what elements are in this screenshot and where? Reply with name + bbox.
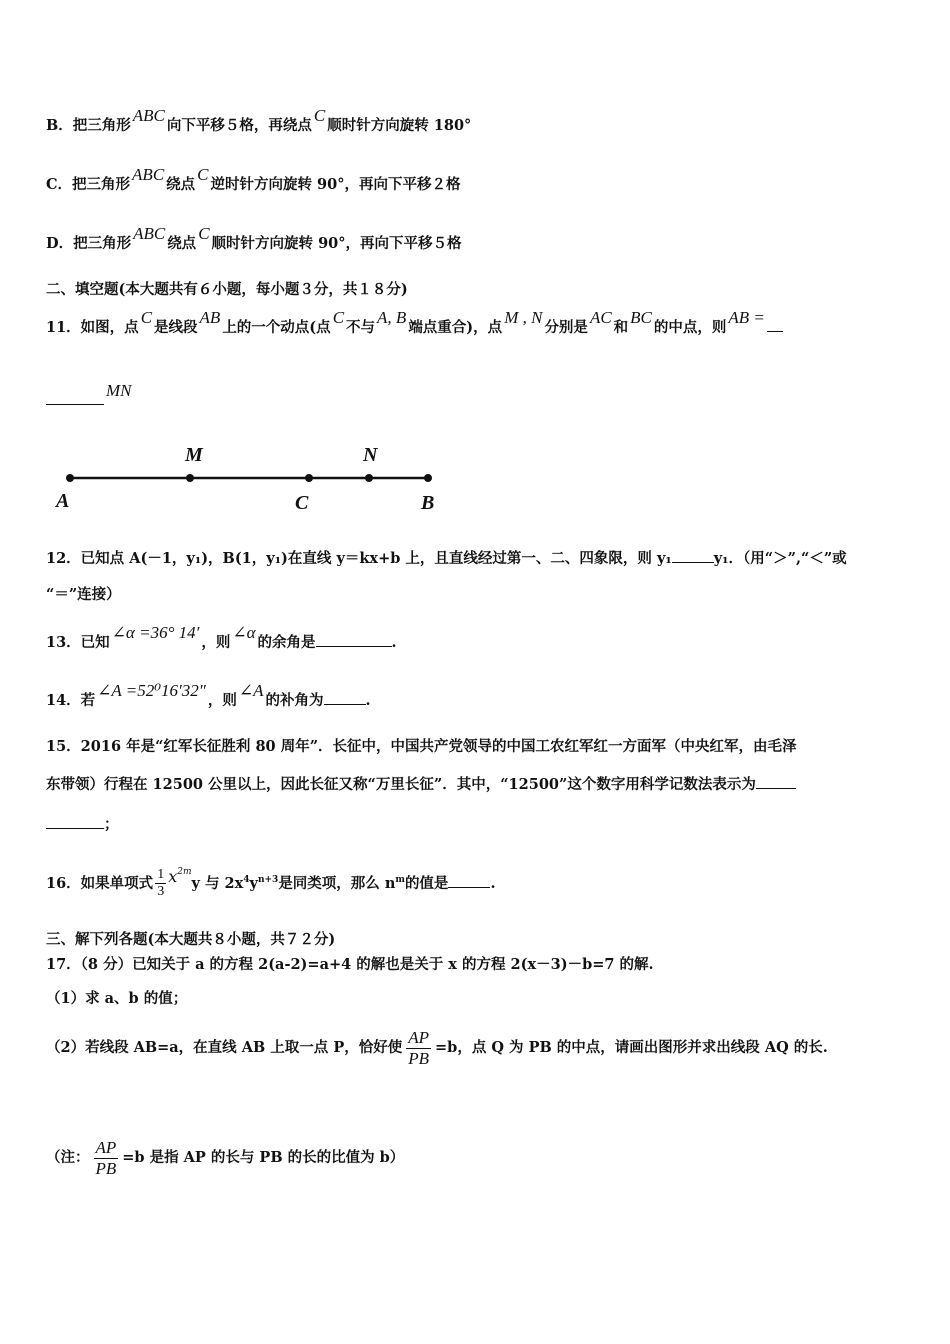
math-c: C (197, 165, 209, 184)
math-abc: ABC (133, 224, 166, 243)
section-3-heading: 三、解下列各题(本大题共８小题，共７２分) (46, 931, 336, 948)
math-abc: ABC (132, 165, 165, 184)
math-x: x (168, 866, 178, 886)
answer-blank (672, 548, 714, 563)
q15-text: 东带领）行程在 12500 公里以上，因此长征又称“万里长征”．其中，“12500”这个数字用科学记数法表示为 (46, 776, 756, 793)
label-c: C (295, 492, 309, 514)
math-mn: MN (106, 381, 132, 400)
q13-text: 13．已知 (46, 634, 110, 651)
q16-text: 的值是 (404, 874, 449, 892)
label-a: A (56, 490, 70, 512)
q11-text: 11．如图，点 (46, 319, 139, 336)
question-12-line1 (46, 548, 847, 569)
q16-text: y (249, 874, 258, 892)
math: C (140, 308, 153, 327)
math-exp: n+3 (257, 875, 279, 885)
math-abc: ABC (132, 106, 165, 125)
fraction-num: AP (408, 1027, 430, 1047)
q16-text: 16．如果单项式 (46, 874, 154, 892)
fraction-den: PB (95, 1158, 117, 1178)
answer-blank (756, 774, 796, 789)
question-17-note (46, 1136, 404, 1180)
math: AB (199, 308, 221, 327)
fraction-one-third (155, 867, 166, 900)
q17-note-text: =b 是指 AP 的长与 PB 的长的比值为 b） (122, 1149, 405, 1166)
math: ∠A =52⁰16′32″ (97, 681, 206, 700)
question-17-part2 (46, 1026, 828, 1070)
math: ∠α (232, 623, 256, 642)
question-15-line1: 15．2016 年是“红军长征胜利 80 周年”．长征中，中国共产党领导的中国工农红军红一方面军（中央红军，由毛泽 (46, 738, 797, 755)
math-exp: m (395, 875, 405, 885)
fraction-den: 3 (157, 884, 165, 900)
math: ∠α =36° 14′ (111, 623, 200, 642)
q11-text: 是线段 (154, 319, 198, 336)
point-a (66, 474, 74, 482)
option-c-text1: 绕点 (166, 176, 196, 193)
fraction-ap-pb (94, 1138, 119, 1179)
q13-text: 的余角是 (257, 634, 316, 651)
point-b (424, 474, 432, 482)
option-c-text2: 逆时针方向旋转 90°，再向下平移２格 (210, 176, 461, 193)
math-exp: 4 (243, 875, 250, 885)
q11-text: 的中点，则 (653, 319, 727, 336)
label-m: M (185, 444, 203, 466)
option-d-text2: 顺时针方向旋转 90°，再向下平移５格 (211, 235, 462, 252)
point-m (186, 474, 194, 482)
math-c: C (198, 224, 210, 243)
question-12-line2: “＝”连接） (46, 586, 121, 603)
option-b-label: B．把三角形 (46, 117, 131, 134)
q16-text: y 与 2x (191, 874, 244, 892)
q17-text: （2）若线段 AB=a，在直线 AB 上取一点 P，恰好使 (46, 1039, 403, 1056)
option-b-text2: 顺时针方向旋转 180° (327, 117, 472, 134)
math-exp: 2m (177, 867, 192, 877)
answer-blank (324, 690, 366, 705)
math: AB = (728, 308, 765, 327)
math: BC (630, 308, 652, 327)
section-2-heading: 二、填空题(本大题共有６小题，每小题３分，共１８分) (46, 281, 408, 298)
question-17-part1: （1）求 a、b 的值； (46, 990, 188, 1007)
q11-text: 分别是 (544, 319, 588, 336)
q17-note-text: （注： (46, 1149, 90, 1166)
question-13 (46, 623, 397, 653)
q14-text: ，则 (207, 692, 237, 709)
q11-text: 和 (613, 319, 629, 336)
q12-text: 12．已知点 A(－1，y₁)，B(1，y₁)在直线 y＝kx+b 上，且直线经过第一、二、四象限，则 y₁ (46, 550, 672, 567)
fraction-ap-pb (406, 1028, 431, 1069)
answer-blank (46, 814, 104, 829)
question-16 (46, 860, 496, 904)
option-b-text1: 向下平移５格，再绕点 (166, 117, 312, 134)
q11-text: 端点重合)，点 (408, 319, 503, 336)
fraction-num: 1 (157, 867, 165, 883)
fraction-num: AP (95, 1137, 117, 1157)
point-n (365, 474, 373, 482)
math: C (332, 308, 345, 327)
q14-text: . (365, 692, 371, 709)
answer-blank (448, 873, 490, 888)
option-c-label: C．把三角形 (46, 176, 131, 193)
math-c: C (313, 106, 326, 125)
answer-blank (316, 632, 392, 647)
q17-text: =b，点 Q 为 PB 的中点，请画出图形并求出线段 AQ 的长. (435, 1039, 828, 1056)
q13-text: ，则 (201, 634, 231, 651)
question-15-line2 (46, 774, 796, 795)
math: AC (589, 308, 612, 327)
q16-text: 是同类项，那么 n (278, 874, 396, 892)
question-17-line1: 17．（8 分）已知关于 a 的方程 2(a-2)=a+4 的解也是关于 x 的方程 2(x－3)－b=7 的解. (46, 956, 654, 973)
label-n: N (363, 444, 378, 466)
fraction-den: PB (408, 1048, 430, 1068)
question-14 (46, 681, 371, 711)
q16-text: . (490, 874, 496, 892)
q14-text: 的补角为 (265, 692, 324, 709)
label-b: B (421, 492, 435, 514)
option-d-label: D．把三角形 (46, 235, 132, 252)
q11-text: 上的一个动点(点 (222, 319, 331, 336)
math: A, B (377, 308, 407, 327)
q11-text: 不与 (346, 319, 376, 336)
q13-text: . (391, 634, 397, 651)
q14-text: 14．若 (46, 692, 96, 709)
point-c (305, 474, 313, 482)
q15-text: ； (104, 816, 119, 833)
math: ∠A (238, 681, 264, 700)
q12-text: y₁．（用“＞”,“＜”或 (713, 550, 847, 567)
math: M , N (504, 308, 543, 327)
option-d-text1: 绕点 (167, 235, 197, 252)
question-15-line3 (46, 814, 119, 835)
